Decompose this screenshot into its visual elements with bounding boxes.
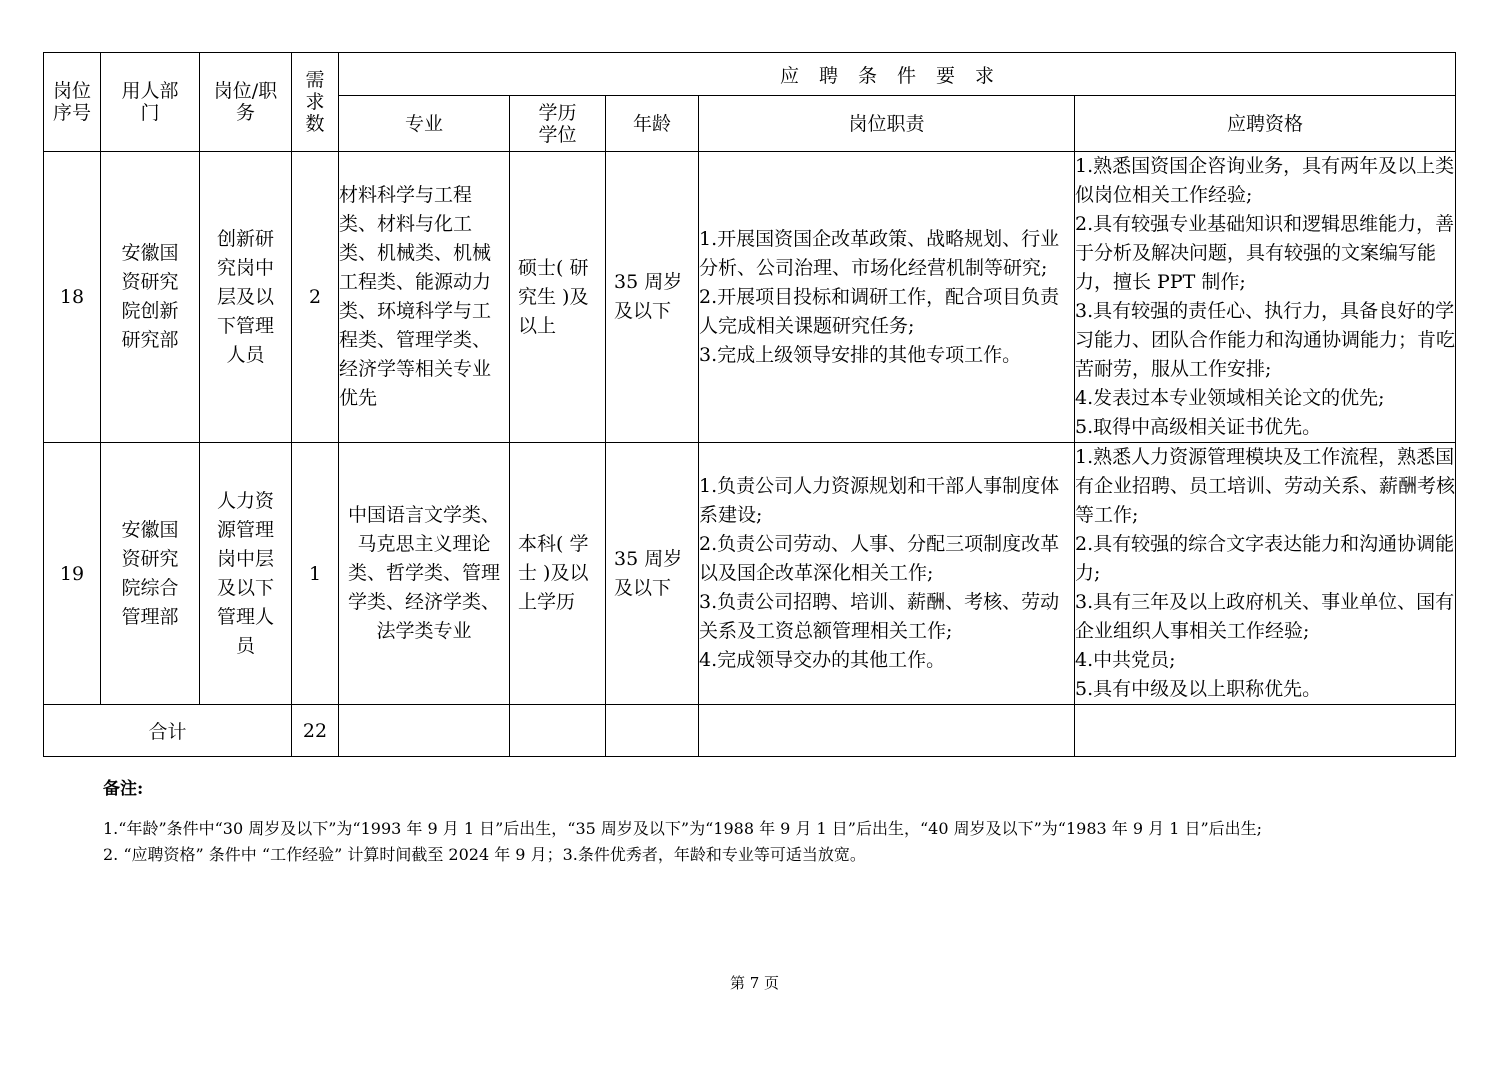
header-major: 专业 [339,96,510,152]
row-quals [1075,152,1456,443]
row-count: 1 [292,443,339,705]
total-empty-cell [1075,705,1456,757]
notes-heading: 备注: [103,779,144,799]
row-degree: 硕士( 研究生 )及以上 [510,152,606,443]
header-row-1 [44,53,1456,96]
notes [103,776,1483,868]
header-quals: 应聘资格 [1075,96,1456,152]
header-age: 年龄 [606,96,699,152]
notes-line: 2. “应聘资格” 条件中 “工作经验” 计算时间截至 2024 年 9 月；3.条件优秀者，年龄和专业等可适当放宽。 [103,845,866,864]
row-major: 中国语言文学类、马克思主义理论类、哲学类、管理学类、经济学类、法学类专业 [339,443,510,705]
table-row [44,443,1456,705]
row-seq: 19 [44,443,101,705]
qual-item: 4.发表过本专业领域相关论文的优先; [1075,387,1385,409]
row-major: 材料科学与工程类、材料与化工类、机械类、机械工程类、能源动力类、环境科学与工程类、管理学类、经济学等相关专业优先 [339,152,510,443]
header-count: 需求数 [292,53,339,152]
duty-item: 4.完成领导交办的其他工作。 [699,649,946,671]
page-number: 第 7 页 [729,974,780,992]
qual-item: 2.具有较强专业基础知识和逻辑思维能力，善于分析及解决问题，具有较强的文案编写能力，擅长 PPT 制作; [1075,213,1455,293]
row-count: 2 [292,152,339,443]
row-position: 创新研究岗中层及以下管理人员 [200,152,292,443]
qual-item: 3.具有较强的责任心、执行力，具备良好的学习能力、团队合作能力和沟通协调能力；肯吃苦耐劳，服从工作安排; [1075,300,1456,380]
qual-item: 4.中共党员; [1075,649,1176,671]
header-position: 岗位/职务 [200,53,292,152]
recruitment-table [43,52,1456,757]
row-dept: 安徽国资研究院综合管理部 [101,443,200,705]
qual-item: 5.具有中级及以上职称优先。 [1075,678,1322,700]
qual-item: 5.取得中高级相关证书优先。 [1075,416,1322,438]
row-quals [1075,443,1456,705]
qual-item: 1.熟悉国资国企咨询业务，具有两年及以上类似岗位相关工作经验; [1075,155,1455,206]
qual-item: 1.熟悉人力资源管理模块及工作流程，熟悉国有企业招聘、员工培训、劳动关系、薪酬考核等工作; [1075,446,1456,526]
row-seq: 18 [44,152,101,443]
duty-item: 3.完成上级领导安排的其他专项工作。 [699,343,1022,366]
row-duties [699,152,1075,443]
qual-item: 2.具有较强的综合文字表达能力和沟通协调能力; [1075,533,1455,584]
duty-item: 2.负责公司劳动、人事、分配三项制度改革以及国企改革深化相关工作; [699,533,1060,584]
header-dept: 用人部门 [101,53,200,152]
total-row [44,705,1456,757]
header-duties: 岗位职责 [699,96,1075,152]
header-seq: 岗位序号 [44,53,101,152]
row-degree: 本科( 学士 )及以上学历 [510,443,606,705]
table-title: 应聘条件要求 [339,53,1456,96]
total-label: 合计 [44,705,292,757]
table-row [44,152,1456,443]
qual-item: 3.具有三年及以上政府机关、事业单位、国有企业组织人事相关工作经验; [1075,591,1455,642]
total-empty-cell [339,705,510,757]
row-duties [699,443,1075,705]
total-empty-cell [510,705,606,757]
row-age: 35 周岁及以下 [606,443,699,705]
duty-item: 1.负责公司人力资源规划和干部人事制度体系建设; [699,475,1060,526]
duty-item: 3.负责公司招聘、培训、薪酬、考核、劳动关系及工资总额管理相关工作; [699,591,1060,642]
notes-line: 1.“年龄”条件中“30 周岁及以下”为“1993 年 9 月 1 日”后出生，“35 周岁及以下”为“1988 年 9 月 1 日”后出生，“40 周岁及以下”为“1983 年 9 月 1 日”后出生; [103,819,1263,838]
total-value: 22 [292,705,339,757]
row-position: 人力资源管理岗中层及以下管理人员 [200,443,292,705]
header-degree: 学历学位 [510,96,606,152]
total-empty-cell [699,705,1075,757]
duty-item: 1.开展国资国企改革政策、战略规划、行业分析、公司治理、市场化经营机制等研究; [699,227,1060,279]
row-age: 35 周岁及以下 [606,152,699,443]
duty-item: 2.开展项目投标和调研工作，配合项目负责人完成相关课题研究任务; [699,285,1060,337]
row-dept: 安徽国资研究院创新研究部 [101,152,200,443]
total-empty-cell [606,705,699,757]
